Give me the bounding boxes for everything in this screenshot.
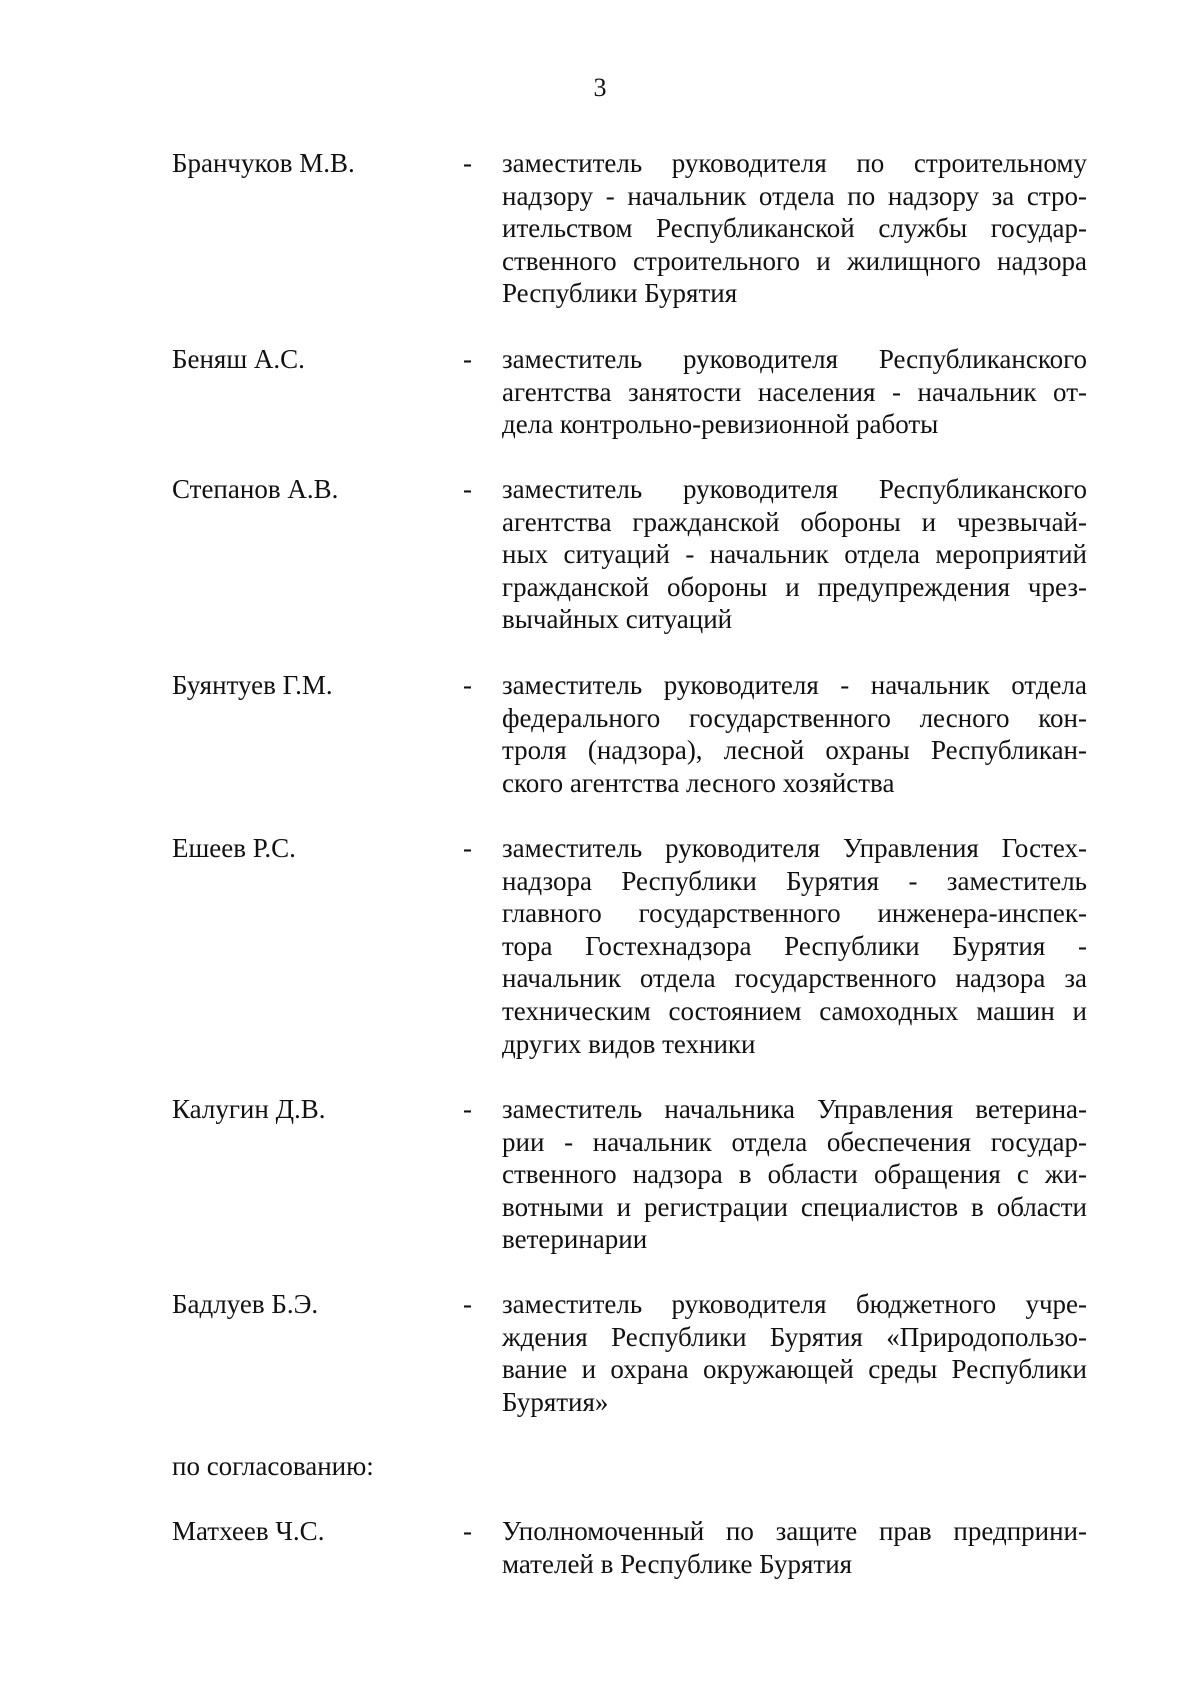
page-number: 3 xyxy=(593,73,607,102)
member-name: Буянтуев Г.М. xyxy=(172,670,333,700)
member-name: Ешеев Р.С. xyxy=(172,833,296,863)
position-line: агентства гражданской обороны и чрезвычай- xyxy=(502,506,1087,537)
member-name: Степанов А.В. xyxy=(172,474,339,504)
dash-separator: - xyxy=(463,344,472,374)
position-line: Республики Бурятия xyxy=(502,278,738,309)
position-line: тора Гостехнадзора Республики Бурятия - xyxy=(502,930,1087,961)
position-line: гражданской обороны и предупреждения чрез- xyxy=(502,571,1087,602)
position-line: заместитель начальника Управления ветерина- xyxy=(502,1094,1087,1124)
position-line: заместитель руководителя Республиканского xyxy=(502,344,1087,374)
member-position xyxy=(502,473,1087,636)
member-name: Калугин Д.В. xyxy=(172,1094,326,1124)
position-line: заместитель руководителя по строительному xyxy=(502,148,1087,178)
position-line: Уполномоченный по защите прав предприни- xyxy=(502,1516,1087,1546)
member-name: Бранчуков М.В. xyxy=(172,148,355,178)
dash-separator: - xyxy=(463,1094,472,1124)
dash-separator: - xyxy=(463,833,472,863)
position-line: рии - начальник отдела обеспечения государ- xyxy=(502,1126,1087,1157)
position-line: начальник отдела государственного надзора за xyxy=(502,963,1087,994)
dash-separator: - xyxy=(463,670,472,700)
member-name: Беняш А.С. xyxy=(172,344,305,374)
member-position xyxy=(502,1093,1087,1256)
position-line: ветеринарии xyxy=(502,1224,648,1255)
member-name: Матхеев Ч.С. xyxy=(172,1516,325,1546)
member-position xyxy=(502,832,1087,1060)
position-line: вотными и регистрации специалистов в области xyxy=(502,1191,1087,1222)
member-position xyxy=(502,147,1087,310)
position-line: надзору - начальник отдела по надзору за стро- xyxy=(502,180,1087,211)
position-line: дела контрольно-ревизионной работы xyxy=(502,409,939,440)
position-line: ных ситуаций - начальник отдела мероприятий xyxy=(502,539,1087,570)
dash-separator: - xyxy=(463,474,472,504)
dash-separator: - xyxy=(463,1516,472,1546)
member-position xyxy=(502,669,1087,799)
position-line: мателей в Республике Бурятия xyxy=(502,1548,853,1579)
position-line: заместитель руководителя бюджетного учре- xyxy=(502,1289,1087,1319)
position-line: ждения Республики Бурятия «Природопользо- xyxy=(502,1321,1087,1352)
position-line: федерального государственного лесного кон- xyxy=(502,702,1087,733)
position-line: вание и охрана окружающей среды Республики xyxy=(502,1354,1087,1385)
position-line: ительством Республиканской службы государ- xyxy=(502,213,1087,244)
member-name: Бадлуев Б.Э. xyxy=(172,1289,319,1319)
member-position xyxy=(502,1515,1087,1580)
position-line: надзора Республики Бурятия - заместитель xyxy=(502,865,1087,896)
position-line: ственного надзора в области обращения с жи- xyxy=(502,1159,1087,1190)
position-line: агентства занятости населения - начальник от- xyxy=(502,376,1087,407)
member-position xyxy=(502,343,1087,441)
position-line: заместитель руководителя Республиканского xyxy=(502,474,1087,504)
position-line: троля (надзора), лесной охраны Республикан- xyxy=(502,735,1087,766)
position-line: заместитель руководителя - начальник отдела xyxy=(502,670,1087,700)
position-line: Бурятия» xyxy=(502,1386,609,1417)
position-line: ственного строительного и жилищного надзора xyxy=(502,245,1087,276)
position-line: заместитель руководителя Управления Гостех- xyxy=(502,833,1087,863)
position-line: вычайных ситуаций xyxy=(502,604,733,635)
agreement-section-label: по согласованию: xyxy=(172,1451,374,1481)
position-line: главного государственного инженера-инспек- xyxy=(502,898,1087,929)
dash-separator: - xyxy=(463,1289,472,1319)
dash-separator: - xyxy=(463,148,472,178)
position-line: ского агентства лесного хозяйства xyxy=(502,767,895,798)
position-line: других видов техники xyxy=(502,1028,756,1059)
position-line: техническим состоянием самоходных машин и xyxy=(502,995,1087,1026)
member-position xyxy=(502,1288,1087,1418)
